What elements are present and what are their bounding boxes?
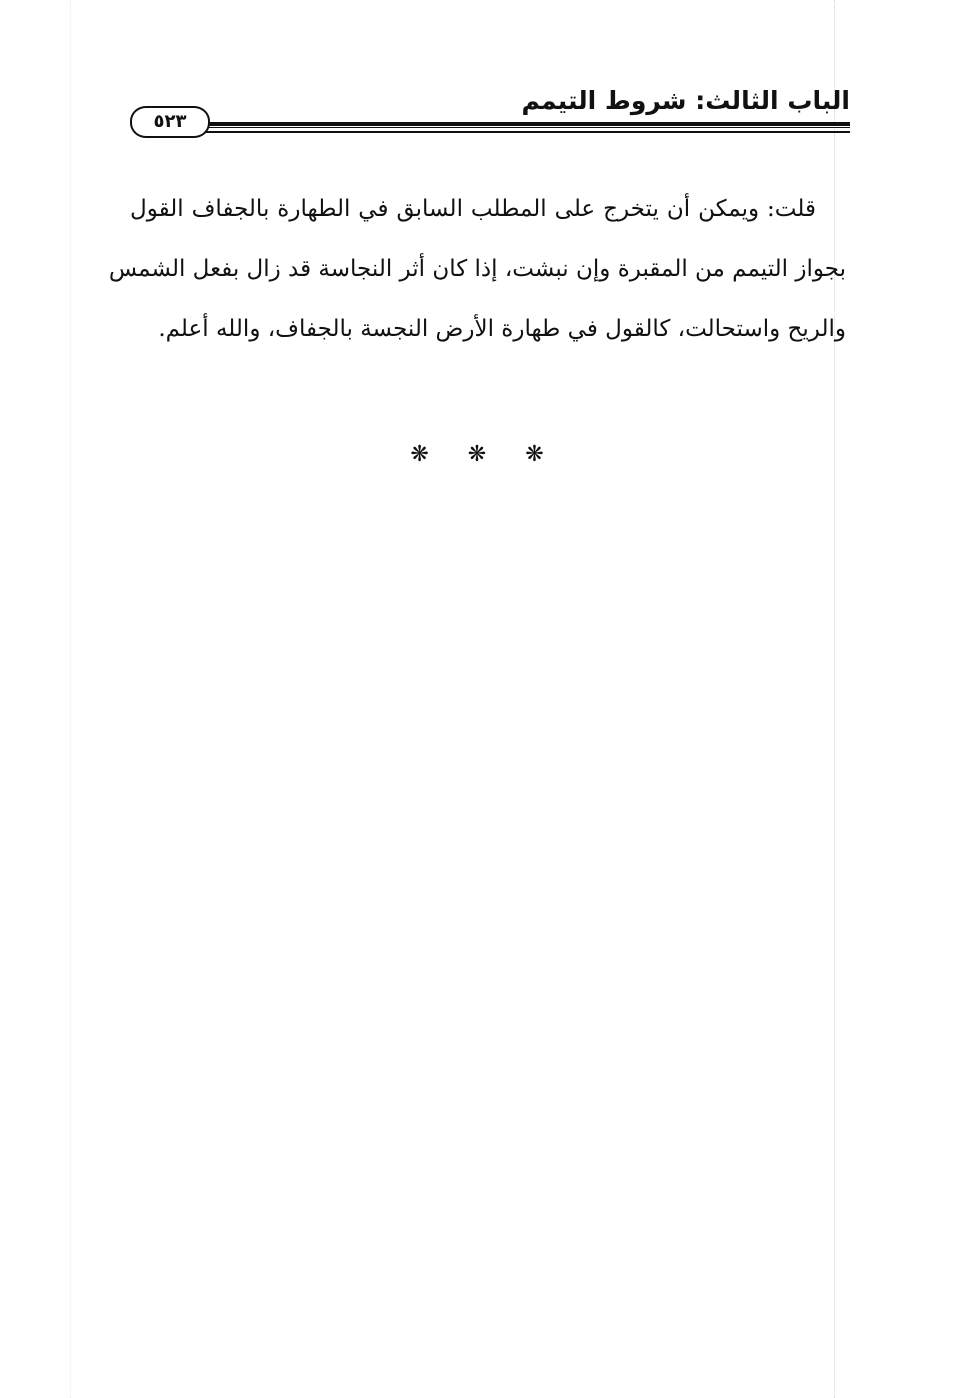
page-number: ٥٢٣ (130, 106, 210, 138)
paragraph-line: والريح واستحالت، كالقول في طهارة الأرض النجسة بالجفاف، والله أعلم. (158, 316, 846, 342)
asterism-icon: ❋ (525, 442, 544, 467)
asterism-icon: ❋ (410, 442, 429, 467)
paragraph-line: قلت: ويمكن أن يتخرج على المطلب السابق في الطهارة بالجفاف القول (130, 196, 816, 222)
paragraph-line: بجواز التيمم من المقبرة وإن نبشت، إذا كان أثر النجاسة قد زال بفعل الشمس (108, 256, 846, 282)
asterism-icon: ❋ (467, 442, 487, 467)
running-header (130, 84, 850, 144)
header-rule (200, 122, 850, 133)
section-separator (0, 440, 954, 470)
body-paragraph (108, 185, 846, 365)
scan-artifact-line (70, 0, 71, 1398)
chapter-title: الباب الثالث: شروط التيمم (521, 86, 850, 115)
